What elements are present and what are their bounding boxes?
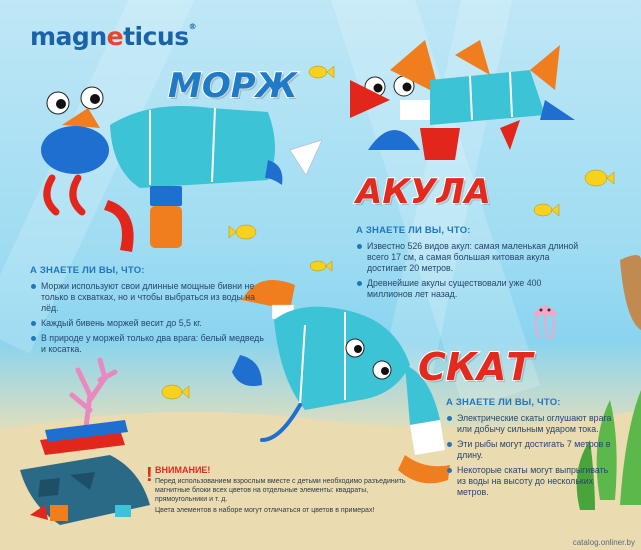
walrus-info-heading: А ЗНАЕТЕ ЛИ ВЫ, ЧТО: bbox=[30, 265, 145, 276]
stingray-facts bbox=[446, 413, 614, 498]
shark-fact: Древнейшие акулы существовали уже 400 миллионов лет назад. bbox=[356, 278, 586, 300]
warning-block bbox=[146, 465, 416, 515]
stingray-info bbox=[446, 397, 614, 502]
walrus-fact: Моржи используют свои длинные мощные бивни не только в схватках, но и чтобы выбраться из воды на лёд. bbox=[30, 281, 270, 314]
logo-accent: e bbox=[106, 22, 124, 51]
warning-line: Перед использованием взрослым вместе с детьми необходимо разъединить магнитные блоки всех цветов на отдельные элементы: квадраты, прямоугольники и т. д. bbox=[155, 478, 406, 503]
shark-info bbox=[356, 225, 586, 304]
walrus-title: МОРЖ bbox=[168, 66, 298, 106]
stingray-info-heading: А ЗНАЕТЕ ЛИ ВЫ, ЧТО: bbox=[446, 397, 561, 408]
watermark: catalog.onliner.by bbox=[572, 538, 635, 547]
stingray-fact: Некоторые скаты могут выпрыгивать из воды на высоту до нескольких метров. bbox=[446, 465, 614, 498]
walrus-info bbox=[30, 265, 270, 359]
shark-info-heading: А ЗНАЕТЕ ЛИ ВЫ, ЧТО: bbox=[356, 225, 471, 236]
logo-part: ticus bbox=[123, 22, 189, 51]
walrus-fact: Каждый бивень моржей весит до 5,5 кг. bbox=[30, 318, 270, 329]
rock bbox=[620, 255, 641, 330]
shark-title: АКУЛА bbox=[356, 172, 491, 212]
shark-facts bbox=[356, 241, 586, 300]
stingray-fact: Эти рыбы могут достигать 7 метров в длину. bbox=[446, 439, 614, 461]
stingray-fact: Электрические скаты оглушают врага или добычу сильным ударом тока. bbox=[446, 413, 614, 435]
brand-logo bbox=[30, 22, 196, 51]
shark-figure bbox=[350, 40, 575, 160]
warning-icon: ! bbox=[146, 464, 153, 486]
logo-part: magn bbox=[30, 22, 107, 51]
walrus-fact: В природе у моржей только два врага: белый медведь и косатка. bbox=[30, 333, 270, 355]
walrus-figure bbox=[41, 87, 322, 252]
walrus-facts bbox=[30, 281, 270, 355]
logo-registered: ® bbox=[188, 22, 197, 31]
jellyfish bbox=[532, 306, 558, 341]
warning-line: Цвета элементов в наборе могут отличаться от цветов в примерах! bbox=[155, 507, 375, 514]
warning-title: ВНИМАНИЕ! bbox=[155, 465, 211, 475]
stingray-title: СКАТ bbox=[418, 345, 533, 389]
shark-fact: Известно 526 видов акул: самая маленькая длиной всего 17 см, а самая большая китовая акула достигает 20 метров. bbox=[356, 241, 586, 274]
